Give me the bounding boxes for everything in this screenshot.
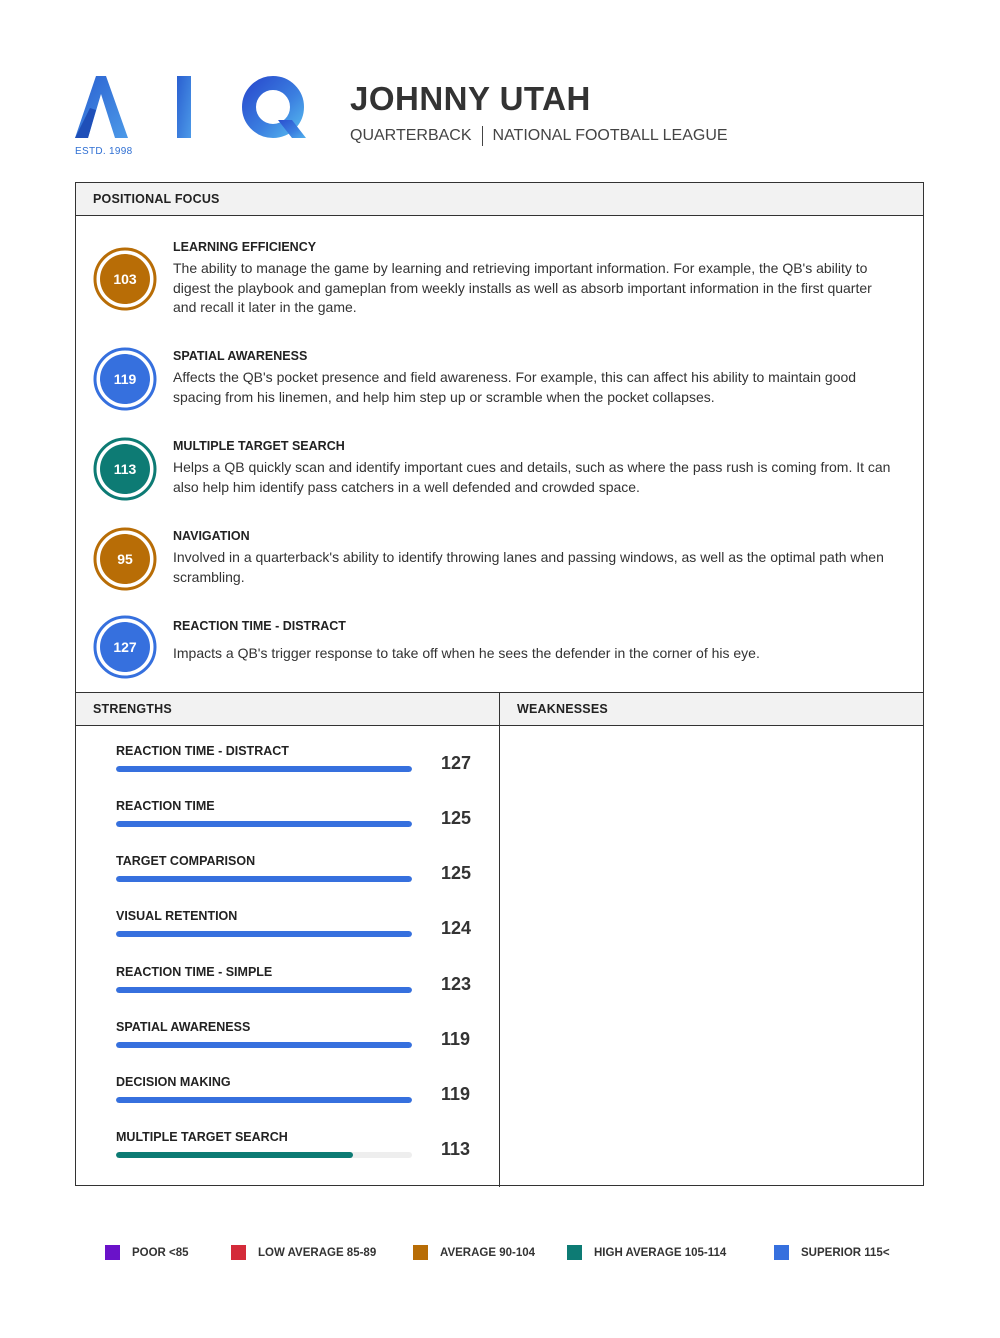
strength-value: 127	[441, 753, 472, 773]
aiq-logo	[70, 70, 310, 160]
strength-value: 119	[441, 1084, 471, 1104]
legend-label: LOW AVERAGE 85-89	[258, 1246, 377, 1259]
strength-label: TARGET COMPARISON	[116, 854, 256, 868]
strength-bar-fill	[116, 931, 412, 937]
score-value: 127	[113, 639, 137, 655]
positional-focus-heading: POSITIONAL FOCUS	[76, 183, 923, 216]
positional-focus-list	[76, 216, 923, 692]
strength-value: 119	[441, 1029, 471, 1049]
estd-text: ESTD. 1998	[75, 146, 133, 157]
legend-label: AVERAGE 90-104	[440, 1246, 536, 1259]
score-legend	[105, 1245, 905, 1265]
strength-bar-track	[116, 987, 412, 993]
subtitle-divider	[482, 126, 483, 146]
strength-label: SPATIAL AWARENESS	[116, 1020, 251, 1034]
strength-bar-fill	[116, 821, 412, 827]
score-value: 119	[113, 371, 137, 387]
score-ring	[93, 437, 157, 501]
strength-item	[116, 909, 486, 959]
focus-title: NAVIGATION	[173, 529, 250, 543]
player-subtitle	[350, 126, 728, 146]
strength-bar-fill	[116, 1042, 412, 1048]
focus-description: The ability to manage the game by learning and retrieving important information. For example, the QB's ability to digest the playbook and gameplan from weekly installs as well as absorb important information in the first quarter and recall it later in the game.	[173, 260, 872, 315]
focus-title: SPATIAL AWARENESS	[173, 349, 308, 363]
player-position: QUARTERBACK	[350, 127, 472, 144]
focus-description: Helps a QB quickly scan and identify important cues and details, such as where the pass rush is coming from. It can also help him identify pass catchers in a well defended and crowded space.	[173, 459, 891, 495]
score-value: 113	[113, 461, 137, 477]
player-name: JOHNNY UTAH	[350, 80, 591, 117]
legend-item	[774, 1245, 890, 1260]
player-league: NATIONAL FOOTBALL LEAGUE	[492, 127, 728, 144]
strength-bar-fill	[116, 1097, 412, 1103]
strength-item	[116, 744, 486, 794]
strength-bar-track	[116, 1042, 412, 1048]
strength-value: 123	[441, 974, 472, 994]
legend-swatch	[413, 1245, 428, 1260]
score-ring	[93, 347, 157, 411]
legend-swatch	[105, 1245, 120, 1260]
weaknesses-column	[500, 693, 923, 1187]
strengths-heading: STRENGTHS	[76, 693, 499, 726]
score-value: 95	[117, 551, 133, 567]
strengths-weaknesses	[76, 692, 923, 1186]
legend-label: POOR <85	[132, 1246, 189, 1259]
strength-label: DECISION MAKING	[116, 1075, 231, 1089]
focus-description: Affects the QB's pocket presence and field awareness. For example, this can affect his ability to maintain good spacing from his linemen, and help him step up or scramble when the pocket collapses.	[173, 369, 857, 405]
strength-bar-track	[116, 931, 412, 937]
weaknesses-heading: WEAKNESSES	[500, 693, 923, 726]
strength-bar-track	[116, 1152, 412, 1158]
strength-label: VISUAL RETENTION	[116, 909, 238, 923]
strength-bar-track	[116, 821, 412, 827]
focus-description: Involved in a quarterback's ability to identify throwing lanes and passing windows, as well as the optimal path when scrambling.	[173, 549, 884, 585]
legend-item	[567, 1245, 726, 1260]
strength-item	[116, 799, 486, 849]
strength-label: REACTION TIME - SIMPLE	[116, 965, 273, 979]
score-value: 103	[113, 271, 137, 287]
focus-title: MULTIPLE TARGET SEARCH	[173, 439, 345, 453]
score-ring	[93, 527, 157, 591]
strength-bar-fill	[116, 987, 412, 993]
strength-item	[116, 854, 486, 904]
focus-description: Impacts a QB's trigger response to take off when he sees the defender in the corner of his eye.	[173, 645, 760, 661]
legend-swatch	[231, 1245, 246, 1260]
strength-item	[116, 965, 486, 1015]
legend-item	[413, 1245, 535, 1260]
report-card	[75, 182, 924, 1186]
score-ring	[93, 247, 157, 311]
strength-bar-fill	[116, 876, 412, 882]
legend-item	[231, 1245, 376, 1260]
strength-label: REACTION TIME	[116, 799, 215, 813]
strength-bar-fill	[116, 1152, 353, 1158]
strength-bar-track	[116, 876, 412, 882]
legend-item	[105, 1245, 189, 1260]
strengths-column	[76, 693, 500, 1187]
legend-swatch	[774, 1245, 789, 1260]
strength-item	[116, 1130, 486, 1180]
focus-title: LEARNING EFFICIENCY	[173, 240, 317, 254]
strength-bar-track	[116, 1097, 412, 1103]
strength-item	[116, 1075, 486, 1125]
focus-title: REACTION TIME - DISTRACT	[173, 619, 346, 633]
strength-label: MULTIPLE TARGET SEARCH	[116, 1130, 288, 1144]
strength-value: 125	[441, 808, 472, 828]
strength-bar-track	[116, 766, 412, 772]
legend-swatch	[567, 1245, 582, 1260]
strength-bar-fill	[116, 766, 412, 772]
strength-value: 125	[441, 863, 472, 883]
strength-label: REACTION TIME - DISTRACT	[116, 744, 289, 758]
score-ring	[93, 615, 157, 679]
strength-value: 113	[441, 1139, 471, 1159]
strength-item	[116, 1020, 486, 1070]
strength-value: 124	[441, 918, 472, 938]
legend-label: SUPERIOR 115<	[801, 1246, 890, 1259]
legend-label: HIGH AVERAGE 105-114	[594, 1246, 727, 1259]
